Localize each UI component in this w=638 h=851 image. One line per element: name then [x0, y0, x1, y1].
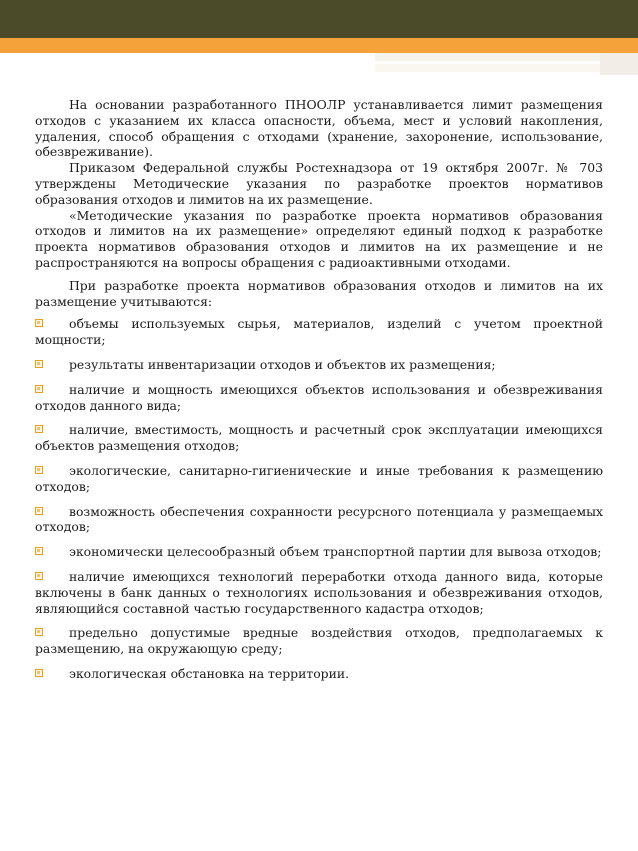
list-item-text: экологические, санитарно-гигиенические и иные требования к размещению отходов; [35, 462, 603, 494]
list-item [35, 544, 603, 560]
list-item [35, 666, 603, 682]
square-bullet-icon [35, 360, 43, 368]
list-item [35, 463, 603, 495]
list-item-text: наличие имеющихся технологий переработки отхода данного вида, которые включены в банк данных о технологиях использования и обезвреживания отходов, являющийся составной частью государственного кадастра отходов; [35, 568, 603, 616]
list-item [35, 569, 603, 616]
header-decoration [600, 53, 638, 75]
square-bullet-icon [35, 507, 43, 515]
header-band-orange [0, 38, 638, 53]
square-bullet-icon [35, 466, 43, 474]
square-bullet-icon [35, 572, 43, 580]
list-item-text: предельно допустимые вредные воздействия отходов, предполагаемых к размещению, на окружающую среду; [35, 625, 603, 657]
square-bullet-icon [35, 425, 43, 433]
header-decoration [375, 53, 638, 61]
square-bullet-icon [35, 385, 43, 393]
square-bullet-icon [35, 669, 43, 677]
list-item [35, 625, 603, 657]
list-item-text: наличие, вместимость, мощность и расчетный срок эксплуатации имеющихся объектов размещения отходов; [35, 422, 603, 454]
list-item [35, 382, 603, 414]
list-item [35, 504, 603, 536]
square-bullet-icon [35, 547, 43, 555]
paragraph: Приказом Федеральной службы Ростехнадзора от 19 октября 2007г. № 703 утверждены Методические указания по разработке проектов нормативов образования отходов и лимитов на их размещение. [35, 160, 603, 207]
paragraph: «Методические указания по разработке проекта нормативов образования отходов и лимитов на их размещение» определяют единый подход к разработке проекта нормативов образования отходов и лимитов на их размещение и не распространяются на вопросы обращения с радиоактивными отходами. [35, 207, 603, 270]
header-decoration [375, 64, 638, 72]
square-bullet-icon [35, 319, 43, 327]
paragraph: На основании разработанного ПНООЛР устанавливается лимит размещения отходов с указанием их класса опасности, объема, мест и условий накопления, удаления, способ обращения с отходами (хранение, захоронение, использование, обезвреживание). [35, 97, 603, 160]
square-bullet-icon [35, 628, 43, 636]
list-item [35, 316, 603, 348]
list-item [35, 422, 603, 454]
paragraph: При разработке проекта нормативов образования отходов и лимитов на их размещение учитываются: [35, 277, 603, 309]
list-item-text: объемы используемых сырья, материалов, изделий с учетом проектной мощности; [35, 316, 603, 348]
list-item-text: возможность обеспечения сохранности ресурсного потенциала у размещаемых отходов; [35, 503, 603, 535]
list-item-text: экологическая обстановка на территории. [69, 665, 350, 681]
list-item-text: наличие и мощность имеющихся объектов использования и обезвреживания отходов данного вида; [35, 381, 603, 413]
slide-body [35, 97, 603, 691]
list-item [35, 357, 603, 373]
header-band-dark [0, 0, 638, 38]
list-item-text: экономически целесообразный объем транспортной партии для вывоза отходов; [69, 544, 602, 560]
list-item-text: результаты инвентаризации отходов и объектов их размещения; [69, 356, 496, 372]
